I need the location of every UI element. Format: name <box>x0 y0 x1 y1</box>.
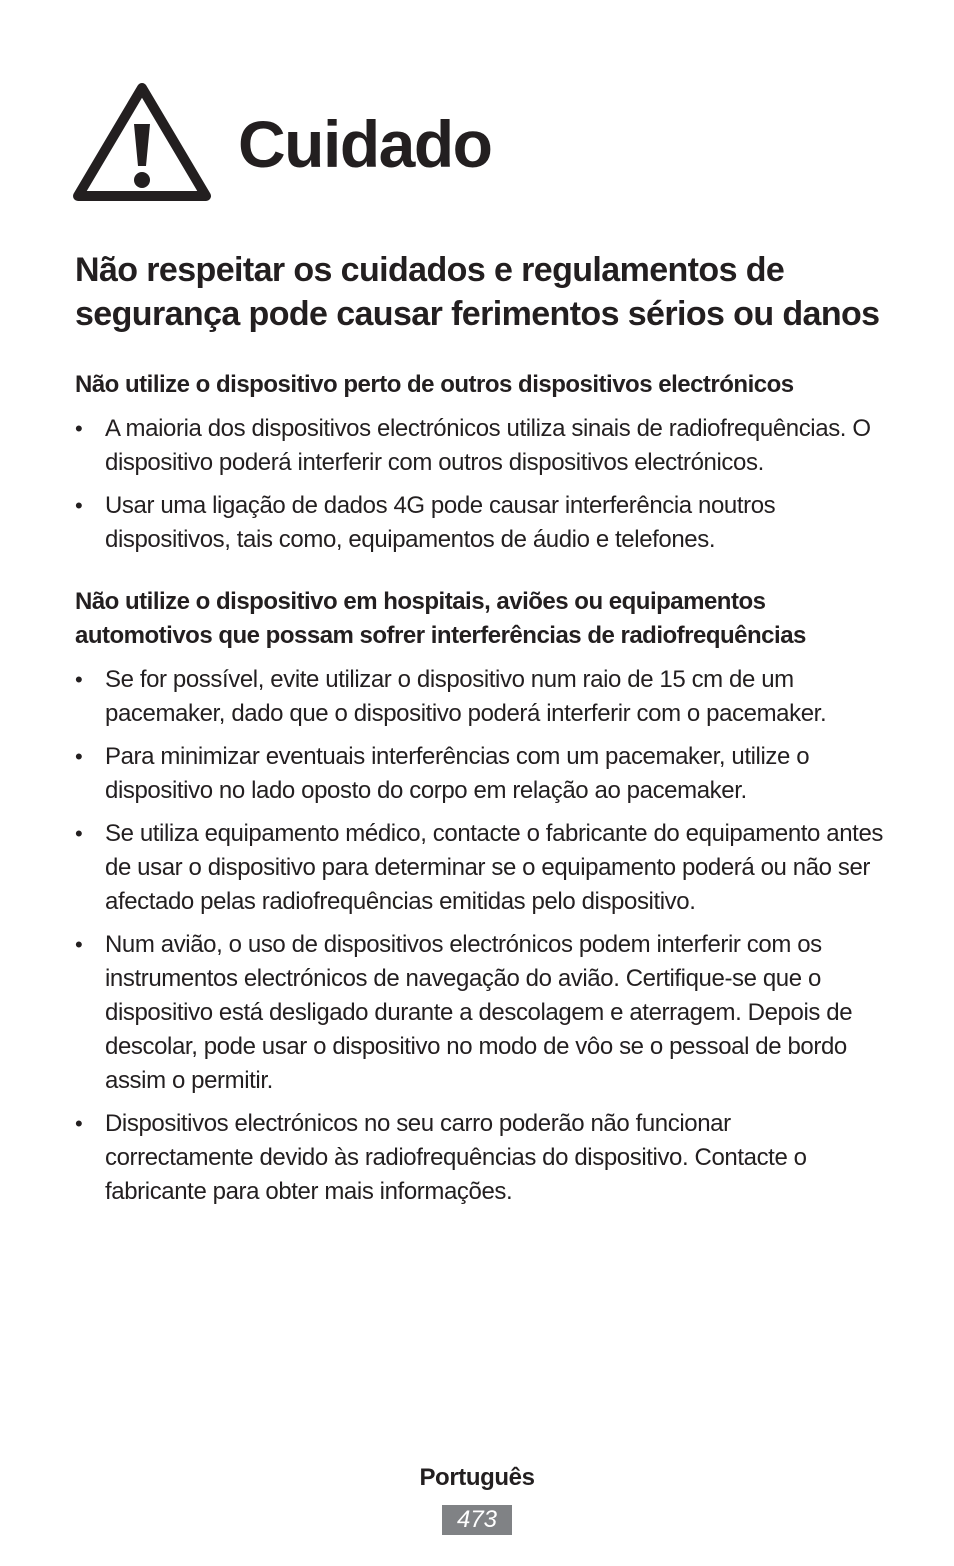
list-item <box>75 928 885 1098</box>
list-item-text: A maioria dos dispositivos electrónicos utiliza sinais de radiofrequências. O dispositivo poderá interferir com outros dispositivos electrónicos. <box>105 415 871 476</box>
list-item <box>75 1107 885 1209</box>
block-hospitals-planes <box>75 585 885 1209</box>
bullet-list <box>75 663 885 1209</box>
bullet-icon: • <box>75 821 83 846</box>
bullet-icon: • <box>75 932 83 957</box>
bullet-icon: • <box>75 493 83 518</box>
bullet-icon: • <box>75 416 83 441</box>
subheading: Não utilize o dispositivo em hospitais, aviões ou equipamentos automotivos que possam sofrer interferências de radiofrequências <box>75 588 806 649</box>
list-item <box>75 412 885 480</box>
list-item <box>75 489 885 557</box>
list-item-text: Num avião, o uso de dispositivos electrónicos podem interferir com os instrumentos electrónicos de navegação do avião. Certifique-se que o dispositivo está desligado durante a descolagem e aterragem. Depois de descolar, pode usar o dispositivo no modo de vôo se o pessoal de bordo assim o permitir. <box>105 931 853 1094</box>
bullet-list <box>75 412 885 557</box>
list-item <box>75 740 885 808</box>
list-item <box>75 817 885 919</box>
page-title: Cuidado <box>238 107 492 181</box>
page-number-badge: 473 <box>442 1505 512 1535</box>
list-item-text: Usar uma ligação de dados 4G pode causar interferência noutros dispositivos, tais como, equipamentos de áudio e telefones. <box>105 492 776 553</box>
subheading: Não utilize o dispositivo perto de outros dispositivos electrónicos <box>75 371 794 398</box>
bullet-icon: • <box>75 667 83 692</box>
list-item <box>75 663 885 731</box>
warning-triangle-icon <box>72 80 212 204</box>
list-item-text: Se for possível, evite utilizar o dispositivo num raio de 15 cm de um pacemaker, dado que o dispositivo poderá interferir com o pacemaker. <box>105 666 827 727</box>
footer-language: Português <box>419 1464 535 1491</box>
list-item-text: Se utiliza equipamento médico, contacte o fabricante do equipamento antes de usar o dispositivo para determinar se o equipamento poderá ou não ser afectado pelas radiofrequências emitidas pelo dispositivo. <box>105 820 883 915</box>
bullet-icon: • <box>75 744 83 769</box>
list-item-text: Para minimizar eventuais interferências com um pacemaker, utilize o dispositivo no lado oposto do corpo em relação ao pacemaker. <box>105 743 810 804</box>
main-content <box>75 248 885 1237</box>
block-electronic-devices <box>75 368 885 557</box>
bullet-icon: • <box>75 1111 83 1136</box>
list-item-text: Dispositivos electrónicos no seu carro poderão não funcionar correctamente devido às radiofrequências do dispositivo. Contacte o fabricante para obter mais informações. <box>105 1110 807 1205</box>
section-heading: Não respeitar os cuidados e regulamentos de segurança pode causar ferimentos sérios ou danos <box>75 251 880 333</box>
